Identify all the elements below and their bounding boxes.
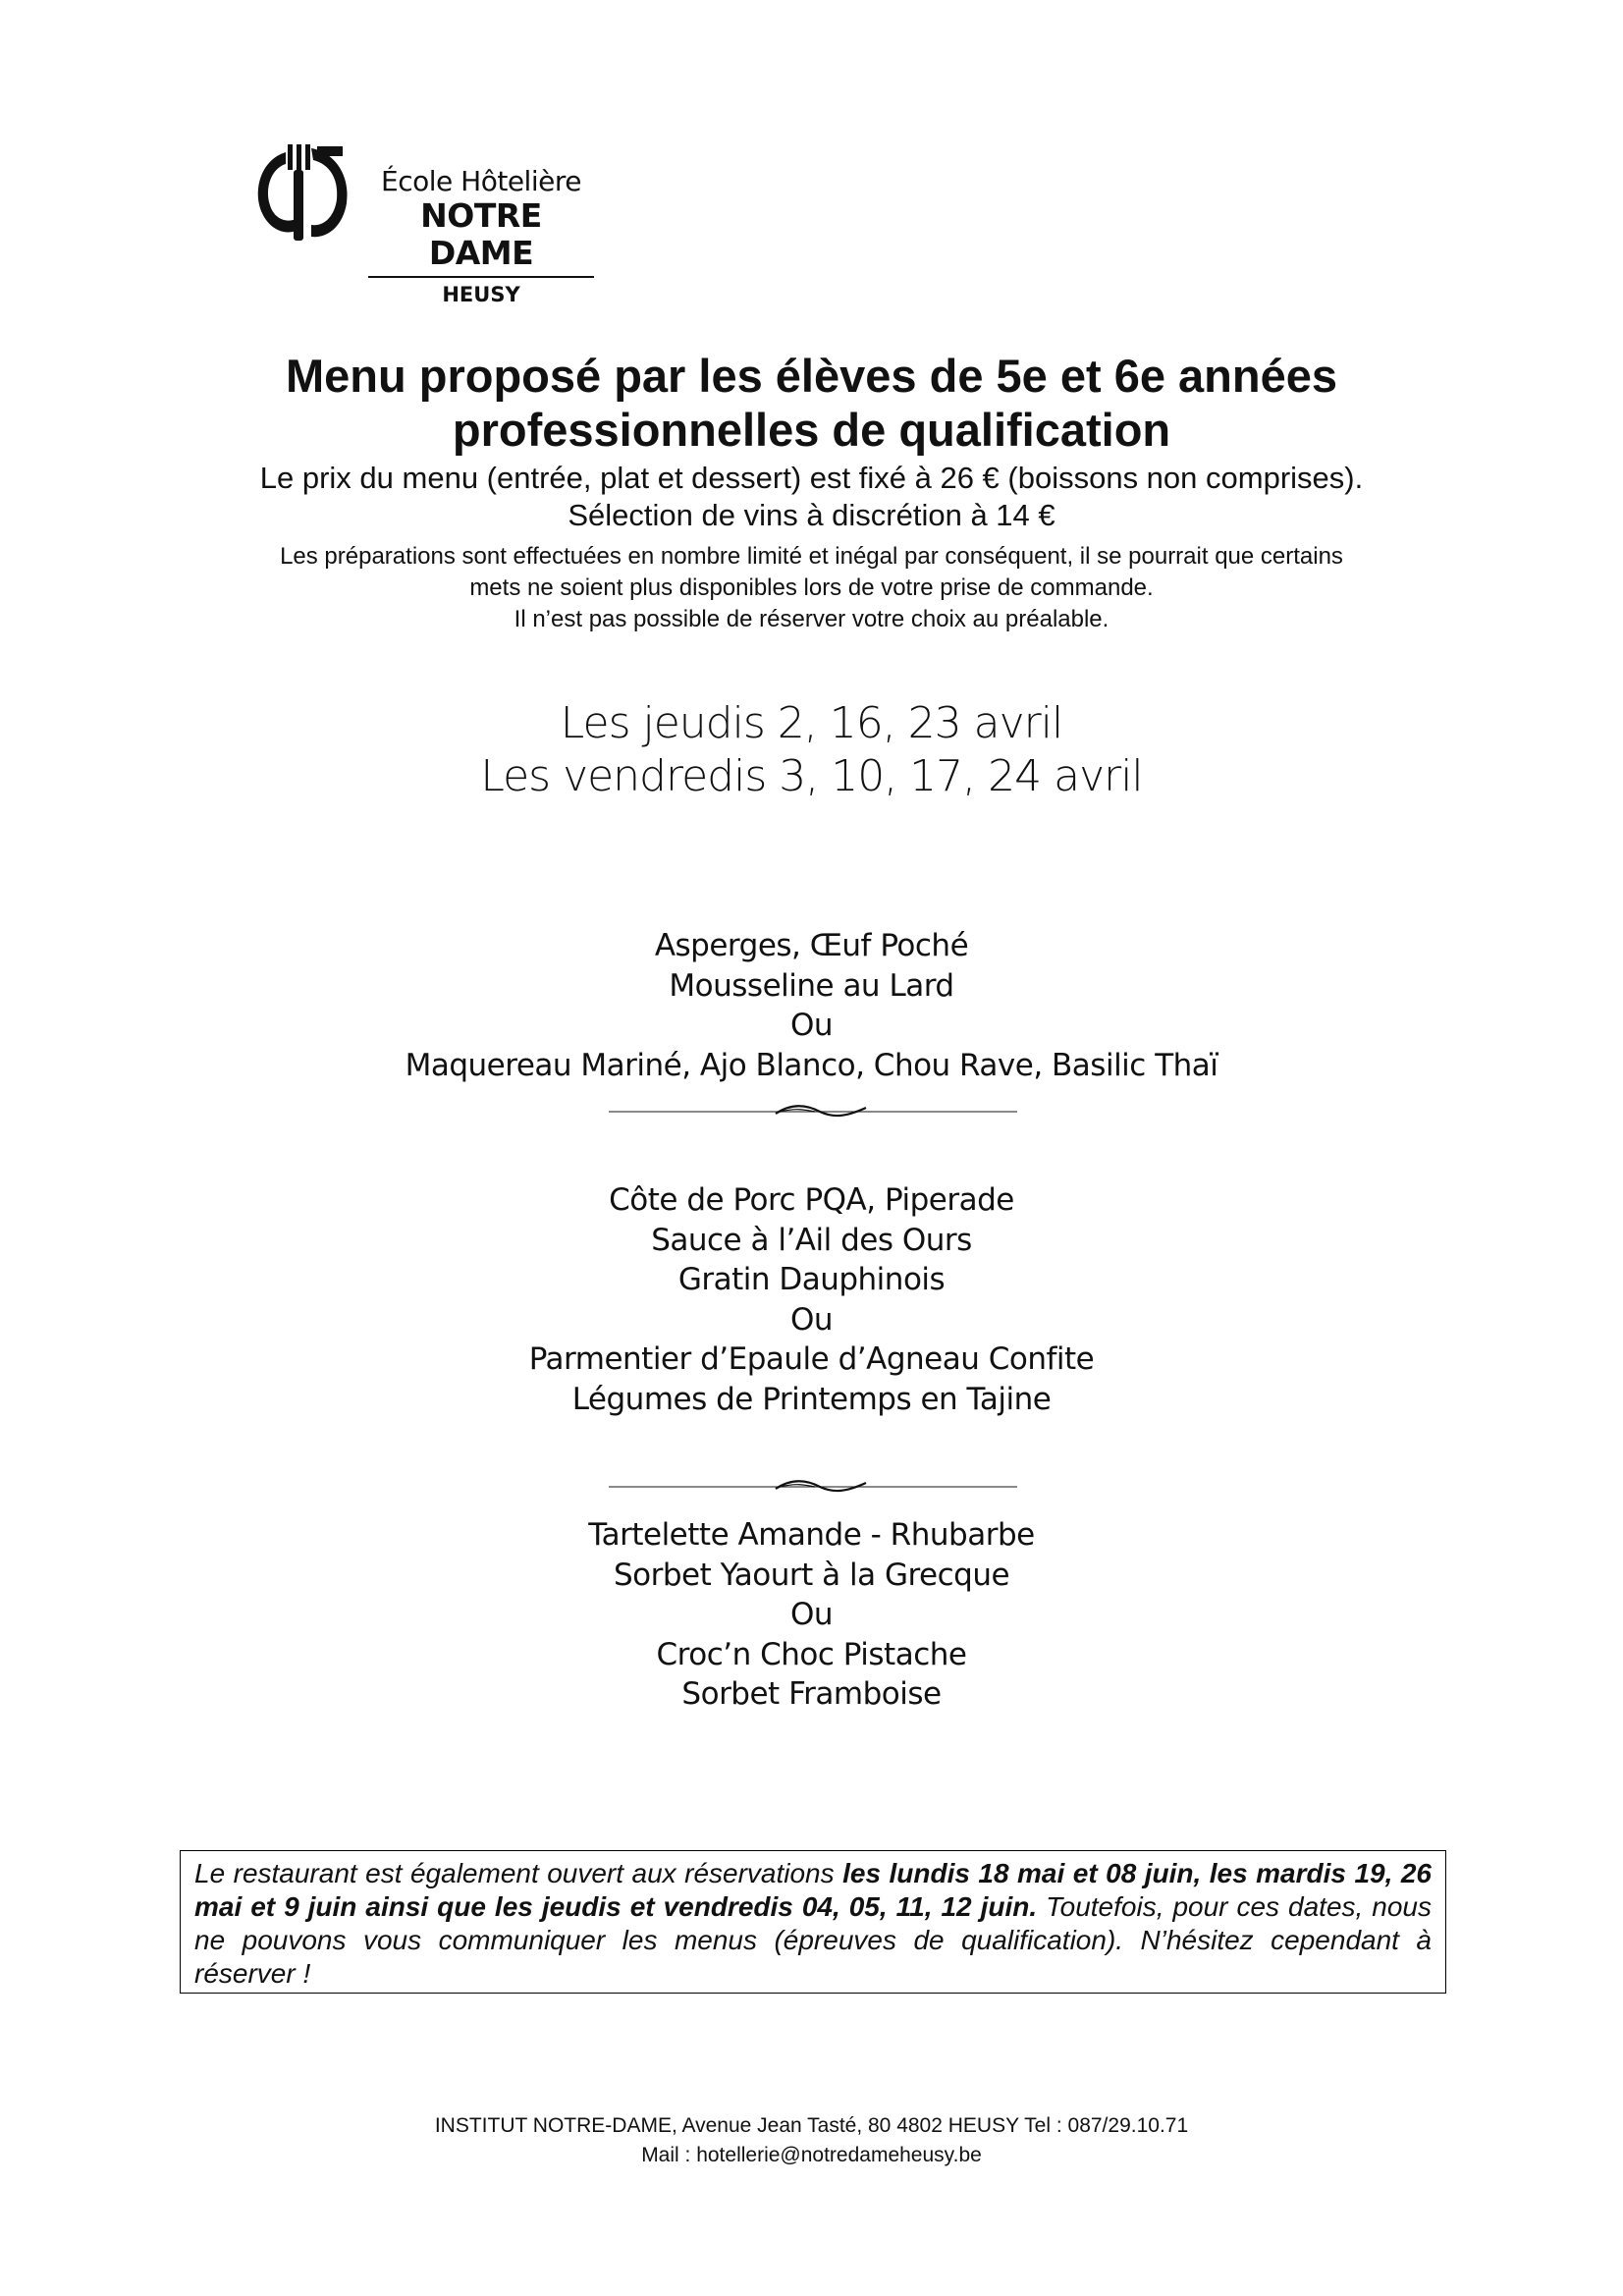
menu-item: Côte de Porc PQA, Piperade [609, 1182, 1014, 1218]
menu-item: Légumes de Printemps en Tajine [571, 1381, 1052, 1417]
reservation-notice [180, 1850, 1446, 1994]
footer-mail: Mail : hotellerie@notredameheusy.be [641, 2144, 982, 2166]
title-line-1: Menu proposé par les élèves de 5e et 6e années [285, 350, 1338, 402]
wine-line: Sélection de vins à discrétion à 14 € [568, 498, 1055, 532]
menu-item: Gratin Dauphinois [677, 1262, 946, 1297]
logo-rule [368, 276, 594, 278]
school-logo [248, 142, 592, 306]
price-block [0, 460, 1623, 534]
fork-spoon-emblem-icon [248, 142, 366, 255]
menu-title [0, 349, 1623, 457]
title-line-2: professionnelles de qualification [452, 404, 1171, 456]
footer-address: INSTITUT NOTRE-DAME, Avenue Jean Tasté, 80 4802 HEUSY Tel : 087/29.10.71 [434, 2114, 1189, 2137]
menu-item: Croc’n Choc Pistache [656, 1636, 967, 1672]
menu-or: Ou [789, 1597, 834, 1632]
menu-item: Maquereau Mariné, Ajo Blanco, Chou Rave, Basilic Thaï [405, 1047, 1218, 1083]
logo-line-2: NOTRE DAME [420, 196, 542, 272]
flourish-divider-icon [609, 1475, 1017, 1499]
footer [0, 2111, 1623, 2170]
menu-item: Parmentier d’Epaule d’Agneau Confite [528, 1341, 1095, 1377]
dates-thursdays: Les jeudis 2, 16, 23 avril [560, 698, 1063, 748]
notice-intro: Le restaurant est également ouvert aux réservations [194, 1858, 843, 1888]
price-line: Le prix du menu (entrée, plat et dessert) est fixé à 26 € (boissons non comprises). [259, 461, 1364, 495]
notice-dates: les lundis 18 mai et 08 juin, les mardis 19, 26 mai et 9 juin ainsi que les jeudis et vendredis 04, 05, 11, 12 juin. [194, 1858, 1432, 1922]
note-line: Il n’est pas possible de réserver votre choix au préalable. [514, 606, 1109, 632]
desserts-section [0, 1515, 1623, 1715]
note-line: mets ne soient plus disponibles lors de votre prise de commande. [469, 574, 1154, 601]
menu-item: Asperges, Œuf Poché [654, 928, 969, 963]
logo-line-3: HEUSY [442, 283, 520, 306]
menu-or: Ou [789, 1008, 834, 1043]
flourish-divider-icon [609, 1100, 1017, 1123]
mains-section [0, 1180, 1623, 1419]
starters-section [0, 926, 1623, 1085]
menu-item: Sorbet Framboise [681, 1676, 942, 1712]
notes-block [0, 541, 1623, 635]
menu-item: Mousseline au Lard [669, 967, 954, 1004]
service-dates [0, 697, 1623, 803]
note-line: Les préparations sont effectuées en nombre limité et inégal par conséquent, il se pourrait que certains [280, 543, 1343, 570]
notice-outro: Toutefois, pour ces dates, nous ne pouvons vous communiquer les menus (épreuves de qualification). N’hésitez cependant à réserver ! [194, 1891, 1432, 1989]
menu-item: Tartelette Amande - Rhubarbe [588, 1517, 1035, 1553]
menu-or: Ou [789, 1301, 834, 1338]
dates-fridays: Les vendredis 3, 10, 17, 24 avril [480, 751, 1143, 801]
logo-line-1: École Hôtelière [381, 165, 581, 197]
menu-item: Sauce à l’Ail des Ours [651, 1222, 972, 1258]
menu-item: Sorbet Yaourt à la Grecque [613, 1557, 1010, 1593]
